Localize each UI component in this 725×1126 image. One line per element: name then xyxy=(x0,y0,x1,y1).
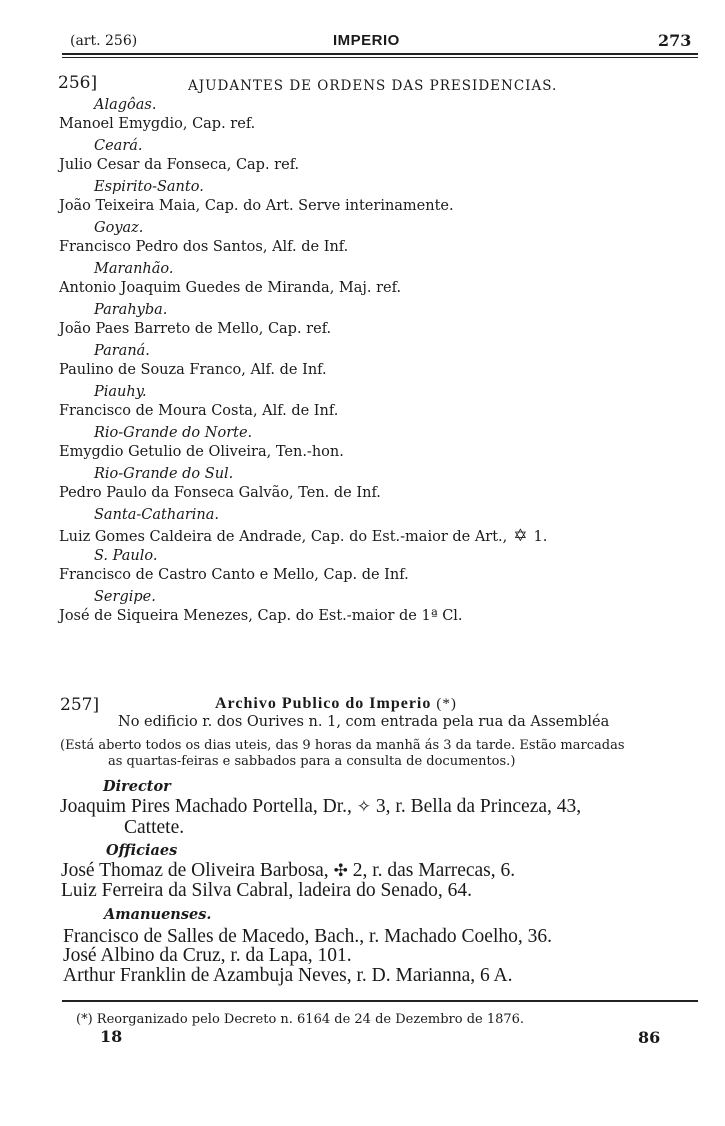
signature-mark: 18 xyxy=(100,1027,123,1046)
officiaes-label: Officiaes xyxy=(106,842,178,859)
running-header-left: (art. 256) xyxy=(70,33,138,49)
archive-address: No edificio r. dos Ourives n. 1, com entrada pela rua da Assembléa xyxy=(118,714,610,730)
order-badge-icon: ✧ xyxy=(356,797,372,816)
order-badge-icon: ✣ xyxy=(333,861,348,880)
aide-entry xyxy=(59,321,331,337)
aide-name: João Teixeira Maia, Cap. do Art. Serve interinamente. xyxy=(59,198,454,214)
aide-name: Paulino de Souza Franco, Alf. de Inf. xyxy=(59,362,327,378)
director-address-cont: Cattete. xyxy=(124,817,185,838)
aide-name: Julio Cesar da Fonseca, Cap. ref. xyxy=(59,157,300,173)
province-heading: Rio-Grande do Norte. xyxy=(94,425,253,441)
province-heading: Paraná. xyxy=(94,343,150,359)
official-address: 2, r. das Marrecas, 6. xyxy=(352,860,516,881)
province-heading: S. Paulo. xyxy=(94,548,158,564)
official-line-1 xyxy=(61,860,515,882)
amanuenses-label: Amanuenses. xyxy=(104,906,212,923)
archive-hours-line1: (Está aberto todos os dias uteis, das 9 horas da manhã ás 3 da tarde. Estão marcadas xyxy=(60,738,625,753)
aide-entry xyxy=(59,239,348,255)
aide-name: Antonio Joaquim Guedes de Miranda, Maj. ref. xyxy=(59,280,402,296)
page-number: 273 xyxy=(658,31,692,50)
official-name: José Thomaz de Oliveira Barbosa, xyxy=(61,860,329,881)
sheet-number: 86 xyxy=(638,1028,661,1047)
aide-entry xyxy=(59,567,409,583)
province-heading: Rio-Grande do Sul. xyxy=(94,466,234,482)
running-header-title: IMPERIO xyxy=(333,32,400,49)
aide-name: Emygdio Getulio de Oliveira, Ten.-hon. xyxy=(59,444,344,460)
archive-title-mark: (*) xyxy=(436,696,457,712)
director-label: Director xyxy=(103,778,171,795)
archive-hours-line2: as quartas-feiras e sabbados para a consulta de documentos.) xyxy=(108,754,516,769)
amanuense-line: Francisco de Salles de Macedo, Bach., r. Machado Coelho, 36. xyxy=(63,926,552,947)
aide-entry xyxy=(59,362,327,378)
footnote-text: (*) Reorganizado pelo Decreto n. 6164 de 24 de Dezembro de 1876. xyxy=(76,1012,525,1027)
star-badge-icon: ✡ xyxy=(513,526,528,546)
province-heading: Goyaz. xyxy=(94,220,144,236)
aide-name: Francisco de Moura Costa, Alf. de Inf. xyxy=(59,403,339,419)
province-heading: Piauhy. xyxy=(94,384,147,400)
province-heading: Sergipe. xyxy=(94,589,156,605)
director-address: 3, r. Bella da Princeza, 43, xyxy=(375,796,582,817)
aide-entry xyxy=(59,485,381,501)
aide-name: Francisco de Castro Canto e Mello, Cap. de Inf. xyxy=(59,567,409,583)
archive-title xyxy=(215,695,457,713)
province-heading: Ceará. xyxy=(94,138,143,154)
aide-name: João Paes Barreto de Mello, Cap. ref. xyxy=(59,321,332,337)
footnote-rule xyxy=(62,1000,698,1002)
director-line xyxy=(60,796,581,818)
aide-entry xyxy=(59,403,338,419)
aide-suffix: 1. xyxy=(533,529,548,545)
aide-name: Manoel Emygdio, Cap. ref. xyxy=(59,116,256,132)
aide-entry xyxy=(59,280,401,296)
aide-entry xyxy=(59,526,547,546)
province-heading: Espirito-Santo. xyxy=(94,179,204,195)
aide-name: Francisco Pedro dos Santos, Alf. de Inf. xyxy=(59,239,349,255)
header-rule xyxy=(62,53,698,55)
aide-entry xyxy=(59,608,463,624)
aide-entry xyxy=(59,116,255,132)
section-number: 256] xyxy=(58,73,98,93)
aide-entry xyxy=(59,198,454,214)
province-heading: Alagôas. xyxy=(94,97,157,113)
header-rule-thin xyxy=(62,57,698,58)
amanuense-line: Arthur Franklin de Azambuja Neves, r. D. Marianna, 6 A. xyxy=(63,965,513,986)
aide-entry xyxy=(59,157,299,173)
aide-name: José de Siqueira Menezes, Cap. do Est.-maior de 1ª Cl. xyxy=(59,608,463,624)
section-title: AJUDANTES DE ORDENS DAS PRESIDENCIAS. xyxy=(188,78,558,94)
province-heading: Maranhão. xyxy=(94,261,174,277)
province-heading: Parahyba. xyxy=(94,302,168,318)
aide-name: Pedro Paulo da Fonseca Galvão, Ten. de Inf. xyxy=(59,485,381,501)
amanuense-line: José Albino da Cruz, r. da Lapa, 101. xyxy=(63,945,352,966)
official-line-2: Luiz Ferreira da Silva Cabral, ladeira do Senado, 64. xyxy=(61,880,472,901)
archive-title-text: Archivo Publico do Imperio xyxy=(215,695,432,712)
aide-entry xyxy=(59,444,344,460)
aide-name: Luiz Gomes Caldeira de Andrade, Cap. do Est.-maior de Art., xyxy=(59,529,508,545)
section-number-257: 257] xyxy=(60,695,100,715)
province-heading: Santa-Catharina. xyxy=(94,507,219,523)
director-name: Joaquim Pires Machado Portella, Dr., xyxy=(60,796,352,817)
